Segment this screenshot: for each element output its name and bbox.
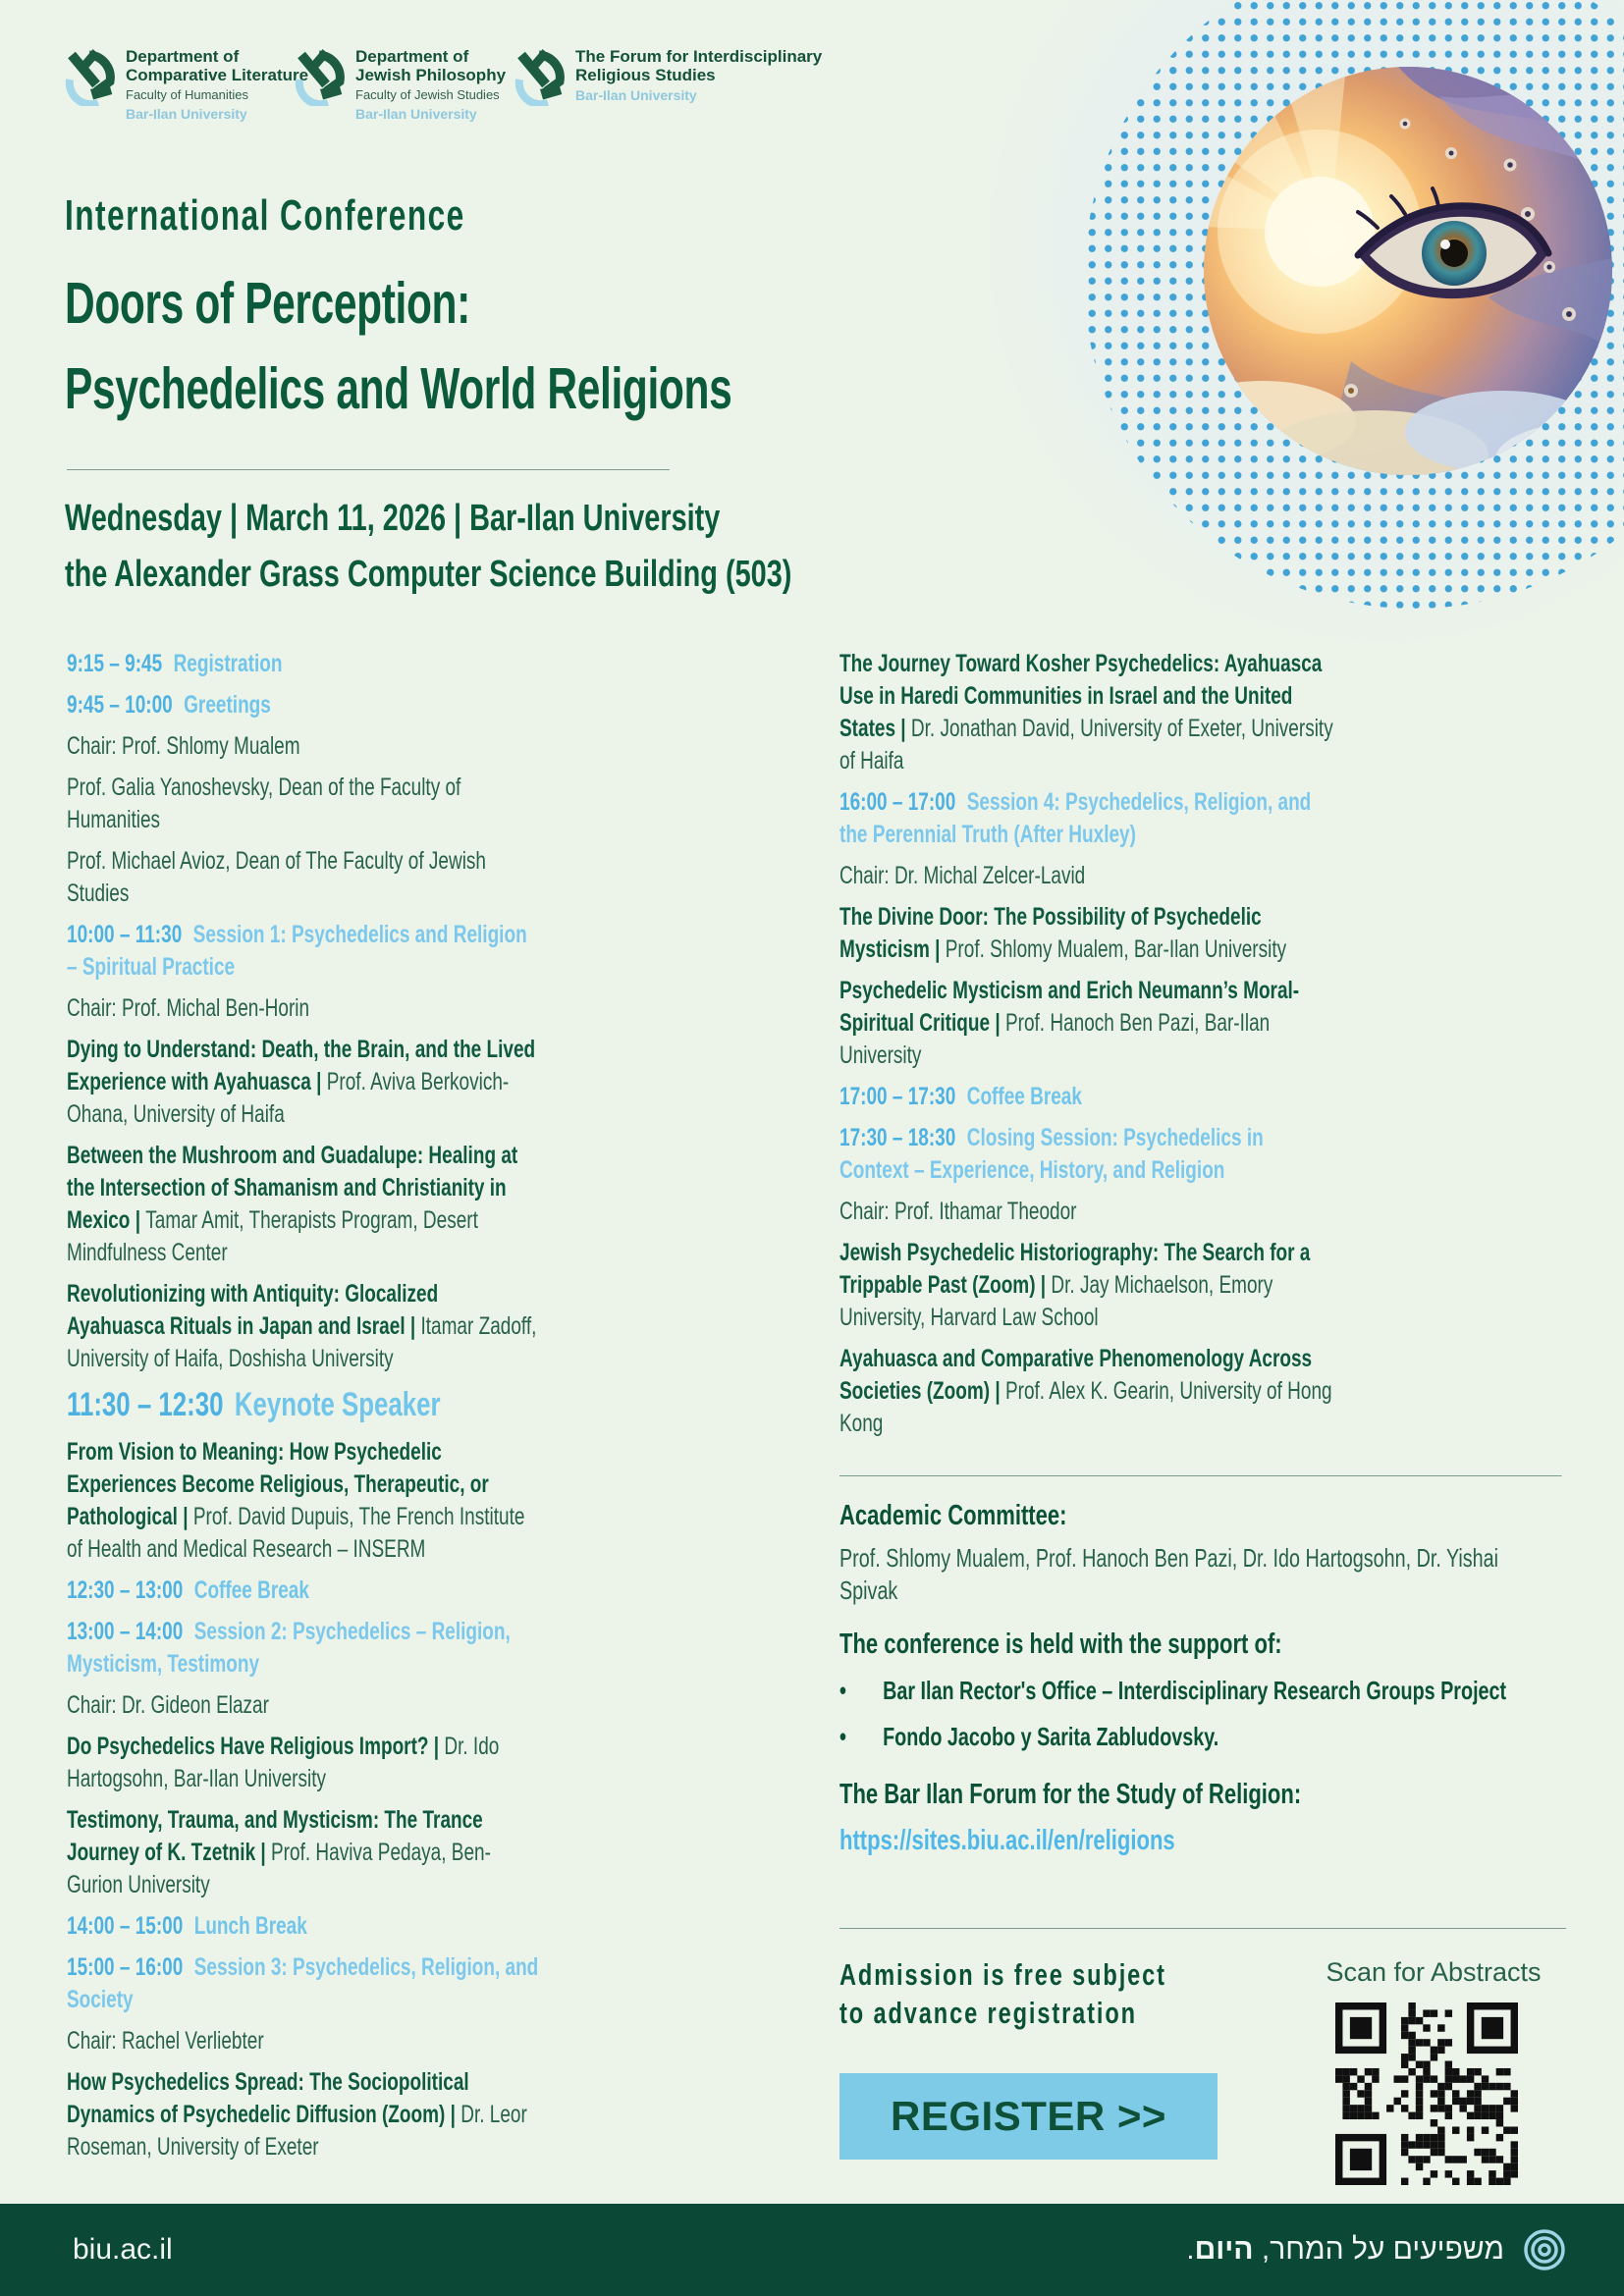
admission-note: Admission is free subject to advance registration xyxy=(839,1957,1166,2030)
date-line1: Wednesday | March 11, 2026 | Bar-Ilan University xyxy=(65,498,721,539)
session-header: 15:00 – 16:00 Session 3: Psychedelics, Religion, and Society xyxy=(67,1953,539,2013)
logo-dept-line1: Department of xyxy=(355,47,469,66)
talk-item: Do Psychedelics Have Religious Import? | Dr. Ido Hartogsohn, Bar-Ilan University xyxy=(67,1733,500,1792)
bullet-icon: • xyxy=(839,1676,846,1705)
talk-item: The Journey Toward Kosher Psychedelics: Ayahuasca Use in Haredi Communities in Israel and the United States | Dr. Jonathan David, University of Exeter, University of Haifa xyxy=(839,650,1333,774)
date-location xyxy=(65,491,886,603)
schedule-item: 17:00 – 17:30 Coffee Break xyxy=(839,1083,1082,1110)
title-line1: Doors of Perception: xyxy=(65,271,470,336)
footer-bar xyxy=(0,2204,1624,2296)
committee-title: Academic Committee: xyxy=(839,1500,1067,1531)
logo-university: Bar-Ilan University xyxy=(355,106,477,122)
divider xyxy=(839,1475,1562,1476)
logo-comparative-literature xyxy=(61,47,308,122)
date-line2: the Alexander Grass Computer Science Building (503) xyxy=(65,554,792,595)
talk-item: How Psychedelics Spread: The Sociopolitical Dynamics of Psychedelic Diffusion (Zoom) | Dr. Leor Roseman, University of Exeter xyxy=(67,2068,527,2161)
schedule-chair: Chair: Dr. Michal Zelcer-Lavid xyxy=(839,862,1086,889)
schedule-column-right xyxy=(839,648,1562,1857)
logo-jewish-philosophy xyxy=(291,47,506,122)
talk-item: Ayahuasca and Comparative Phenomenology Across Societies (Zoom) | Prof. Alex K. Gearin, University of Hong Kong xyxy=(839,1345,1332,1437)
divider xyxy=(839,1928,1566,1929)
talk-item: Revolutionizing with Antiquity: Glocalized Ayahuasca Rituals in Japan and Israel | Itamar Zadoff, University of Haifa, Doshisha University xyxy=(67,1280,537,1372)
divider xyxy=(67,469,670,470)
conference-title xyxy=(65,261,842,432)
talk-item: Dying to Understand: Death, the Brain, and the Lived Experience with Ayahuasca | Prof. Aviva Berkovich-Ohana, University of Haifa xyxy=(67,1036,536,1128)
bullet-icon: • xyxy=(839,1722,846,1751)
schedule-chair: Chair: Prof. Shlomy Mualem xyxy=(67,732,300,760)
schedule-item: 9:15 – 9:45 Registration xyxy=(67,650,283,677)
bar-ilan-logo-icon xyxy=(511,47,566,106)
logo-dept-line1: Department of xyxy=(126,47,240,66)
session-header: 16:00 – 17:00 Session 4: Psychedelics, Religion, and the Perennial Truth (After Huxley) xyxy=(839,788,1312,848)
talk-item: Psychedelic Mysticism and Erich Neumann’s Moral-Spiritual Critique | Prof. Hanoch Ben Pazi, Bar-Ilan University xyxy=(839,977,1300,1069)
title-line2: Psychedelics and World Religions xyxy=(65,356,732,421)
keynote-header: 11:30 – 12:30 Keynote Speaker xyxy=(67,1386,441,1423)
conference-kicker: International Conference xyxy=(65,191,465,240)
talk-item: Between the Mushroom and Guadalupe: Healing at the Intersection of Shamanism and Christianity in Mexico | Tamar Amit, Therapists Program, Desert Mindfulness Center xyxy=(67,1142,518,1266)
talk-item: Testimony, Trauma, and Mysticism: The Trance Journey of K. Tzetnik | Prof. Haviva Pedaya, Ben-Gurion University xyxy=(67,1806,491,1898)
session-header: 17:30 – 18:30 Closing Session: Psychedelics in Context – Experience, History, and Religion xyxy=(839,1124,1264,1184)
logo-faculty: Faculty of Humanities xyxy=(126,87,248,102)
schedule-item: 9:45 – 10:00 Greetings xyxy=(67,691,271,719)
talk-item: From Vision to Meaning: How Psychedelic Experiences Become Religious, Therapeutic, or Pathological | Prof. David Dupuis, The French Institute of Health and Medical Research – INSERM xyxy=(67,1438,525,1563)
session-header: 13:00 – 14:00 Session 2: Psychedelics – Religion, Mysticism, Testimony xyxy=(67,1618,511,1678)
forum-title: The Bar Ilan Forum for the Study of Religion: xyxy=(839,1779,1302,1810)
logo-dept-line2: Comparative Literature xyxy=(126,66,309,84)
schedule-speaker: Prof. Galia Yanoshevsky, Dean of the Faculty of Humanities xyxy=(67,774,461,833)
schedule-right xyxy=(839,648,1335,1440)
schedule-chair: Chair: Dr. Gideon Elazar xyxy=(67,1691,269,1719)
schedule-item: 14:00 – 15:00 Lunch Break xyxy=(67,1912,307,1940)
support-item: • Fondo Jacobo y Sarita Zabludovsky. xyxy=(839,1722,1219,1751)
schedule-item: 12:30 – 13:00 Coffee Break xyxy=(67,1576,309,1604)
logo-forum-religious-studies xyxy=(511,47,822,106)
eye-illustration xyxy=(1204,67,1612,475)
schedule-chair: Chair: Prof. Michal Ben-Horin xyxy=(67,994,310,1022)
support-title: The conference is held with the support of: xyxy=(839,1629,1282,1660)
footer-site-link[interactable]: biu.ac.il xyxy=(73,2233,173,2266)
psychedelic-eye-image xyxy=(1204,67,1612,475)
footer-slogan-text: משפיעים על המחר, היום. xyxy=(1186,2233,1504,2266)
bar-ilan-logo-icon xyxy=(291,47,346,106)
register-button[interactable]: REGISTER >> xyxy=(839,2073,1218,2160)
header xyxy=(65,192,842,432)
logo-dept-line1: The Forum for Interdisciplinary xyxy=(575,47,823,66)
qr-code xyxy=(1335,2002,1518,2185)
talk-item: Jewish Psychedelic Historiography: The Search for a Trippable Past (Zoom) | Dr. Jay Michaelson, Emory University, Harvard Law School xyxy=(839,1239,1311,1331)
schedule-speaker: Prof. Michael Avioz, Dean of The Faculty of Jewish Studies xyxy=(67,847,487,907)
schedule-column-left xyxy=(67,648,540,2172)
target-circles-icon xyxy=(1522,2227,1567,2272)
logo-university: Bar-Ilan University xyxy=(575,87,697,103)
footer-slogan xyxy=(1186,2227,1567,2272)
logo-dept-line2: Religious Studies xyxy=(575,66,716,84)
schedule-chair: Chair: Rachel Verliebter xyxy=(67,2027,264,2055)
logo-faculty: Faculty of Jewish Studies xyxy=(355,87,500,102)
session-header: 10:00 – 11:30 Session 1: Psychedelics and Religion – Spiritual Practice xyxy=(67,921,527,981)
forum-url-link[interactable]: https://sites.biu.ac.il/en/religions xyxy=(839,1825,1175,1856)
committee-members: Prof. Shlomy Mualem, Prof. Hanoch Ben Pazi, Dr. Ido Hartogsohn, Dr. Yishai Spivak xyxy=(839,1543,1499,1605)
logo-dept-line2: Jewish Philosophy xyxy=(355,66,507,84)
logo-university: Bar-Ilan University xyxy=(126,106,247,122)
scan-for-abstracts-label: Scan for Abstracts xyxy=(1326,1957,1542,1987)
bar-ilan-logo-icon xyxy=(61,47,116,106)
support-item: • Bar Ilan Rector's Office – Interdisciplinary Research Groups Project xyxy=(839,1676,1507,1705)
schedule-chair: Chair: Prof. Ithamar Theodor xyxy=(839,1198,1077,1225)
talk-item: The Divine Door: The Possibility of Psychedelic Mysticism | Prof. Shlomy Mualem, Bar-Ilan University xyxy=(839,903,1287,963)
